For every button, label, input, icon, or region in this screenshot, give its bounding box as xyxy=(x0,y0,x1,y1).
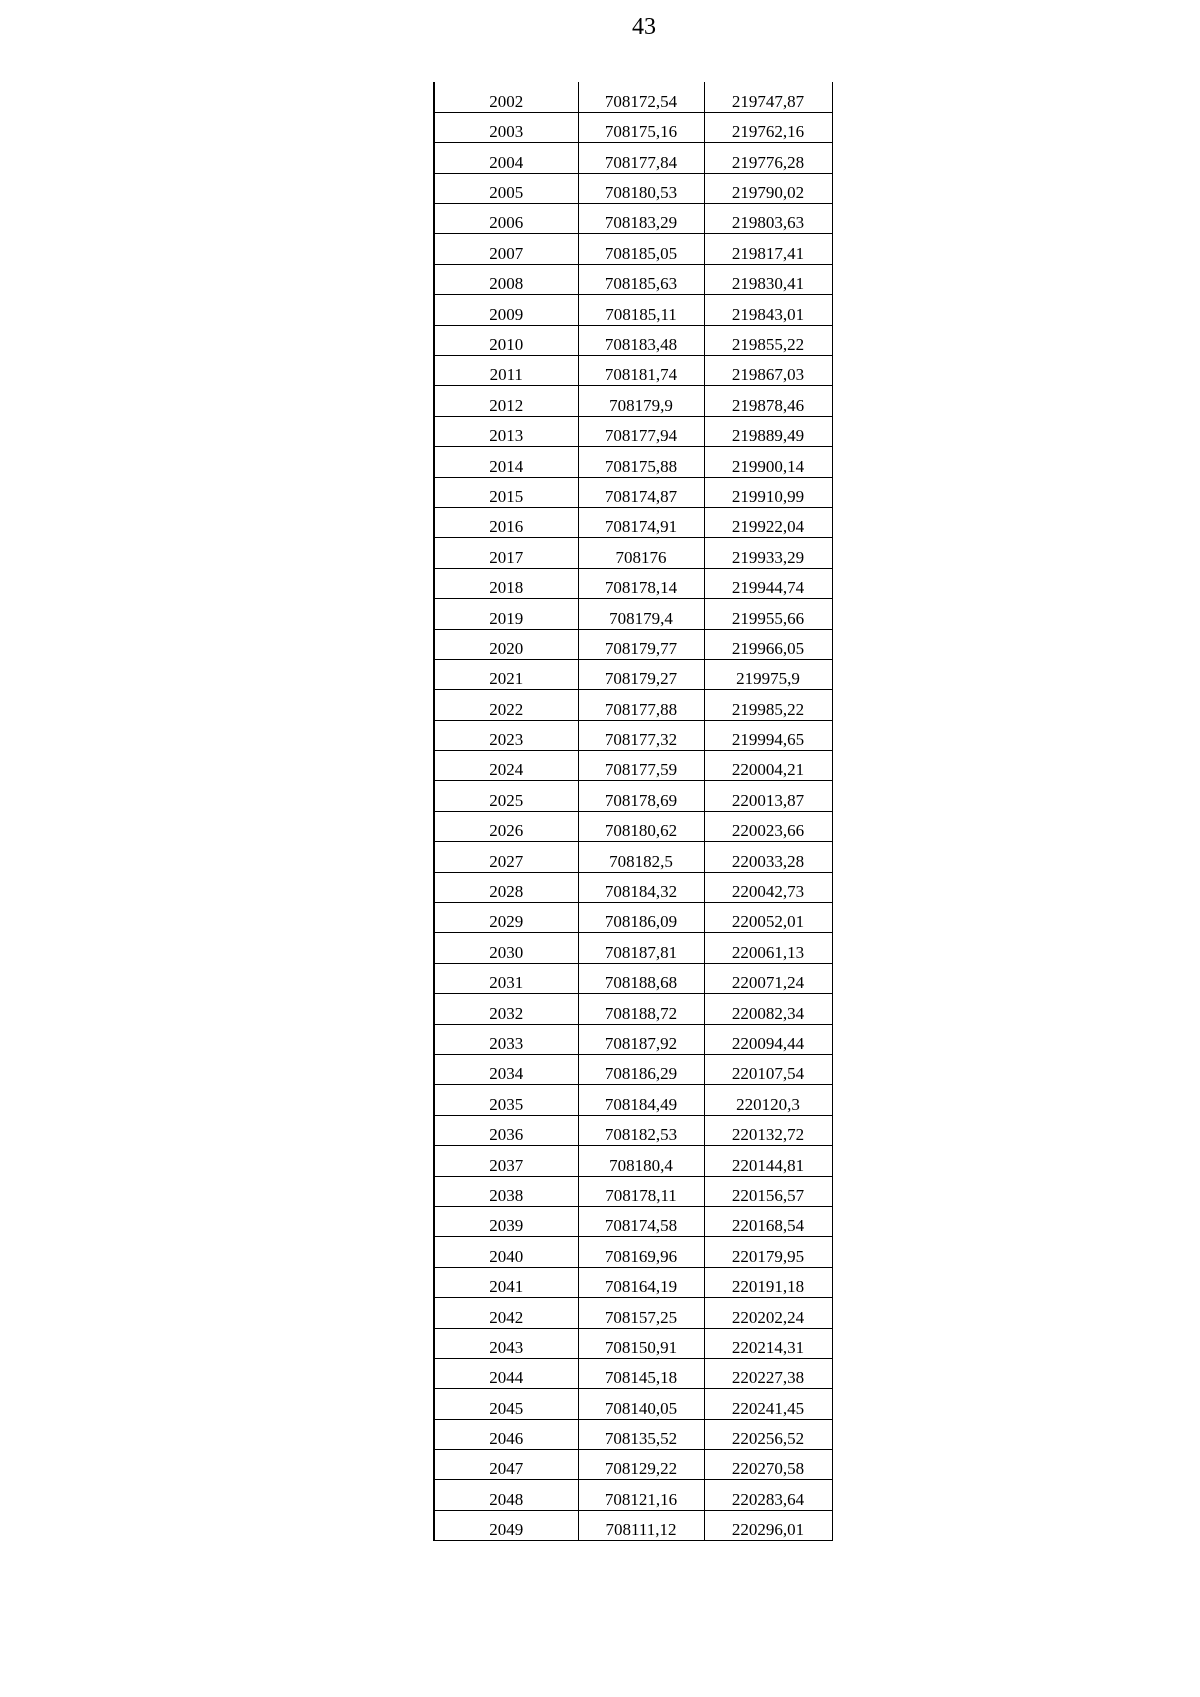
point-number-cell: 2024 xyxy=(434,751,578,781)
table-row xyxy=(434,1298,832,1328)
point-number-cell: 2008 xyxy=(434,264,578,294)
x-coordinate-cell: 708188,72 xyxy=(578,994,704,1024)
point-number-cell: 2004 xyxy=(434,143,578,173)
x-coordinate-cell: 708185,05 xyxy=(578,234,704,264)
x-coordinate-cell: 708184,32 xyxy=(578,872,704,902)
table-row xyxy=(434,751,832,781)
y-coordinate-cell: 219843,01 xyxy=(704,295,832,325)
point-number-cell: 2015 xyxy=(434,477,578,507)
x-coordinate-cell: 708145,18 xyxy=(578,1358,704,1388)
table-row xyxy=(434,143,832,173)
table-row xyxy=(434,963,832,993)
point-number-cell: 2006 xyxy=(434,204,578,234)
point-number-cell: 2021 xyxy=(434,659,578,689)
point-number-cell: 2035 xyxy=(434,1085,578,1115)
y-coordinate-cell: 220214,31 xyxy=(704,1328,832,1358)
y-coordinate-cell: 219975,9 xyxy=(704,659,832,689)
point-number-cell: 2007 xyxy=(434,234,578,264)
table-row xyxy=(434,204,832,234)
point-number-cell: 2026 xyxy=(434,811,578,841)
y-coordinate-cell: 219776,28 xyxy=(704,143,832,173)
table-row xyxy=(434,386,832,416)
point-number-cell: 2016 xyxy=(434,507,578,537)
y-coordinate-cell: 220013,87 xyxy=(704,781,832,811)
x-coordinate-cell: 708178,11 xyxy=(578,1176,704,1206)
x-coordinate-cell: 708177,84 xyxy=(578,143,704,173)
x-coordinate-cell: 708180,53 xyxy=(578,173,704,203)
table-row xyxy=(434,173,832,203)
y-coordinate-cell: 219994,65 xyxy=(704,720,832,750)
y-coordinate-cell: 220094,44 xyxy=(704,1024,832,1054)
y-coordinate-cell: 220241,45 xyxy=(704,1389,832,1419)
page-number: 43 xyxy=(632,14,656,40)
point-number-cell: 2033 xyxy=(434,1024,578,1054)
y-coordinate-cell: 219933,29 xyxy=(704,538,832,568)
y-coordinate-cell: 220082,34 xyxy=(704,994,832,1024)
point-number-cell: 2048 xyxy=(434,1480,578,1510)
x-coordinate-cell: 708181,74 xyxy=(578,356,704,386)
table-row xyxy=(434,416,832,446)
table-row xyxy=(434,1510,832,1540)
y-coordinate-cell: 219955,66 xyxy=(704,599,832,629)
point-number-cell: 2011 xyxy=(434,356,578,386)
x-coordinate-cell: 708185,11 xyxy=(578,295,704,325)
x-coordinate-cell: 708177,32 xyxy=(578,720,704,750)
table-row xyxy=(434,356,832,386)
x-coordinate-cell: 708121,16 xyxy=(578,1480,704,1510)
x-coordinate-cell: 708111,12 xyxy=(578,1510,704,1540)
point-number-cell: 2025 xyxy=(434,781,578,811)
point-number-cell: 2022 xyxy=(434,690,578,720)
table-row xyxy=(434,1176,832,1206)
y-coordinate-cell: 219867,03 xyxy=(704,356,832,386)
x-coordinate-cell: 708129,22 xyxy=(578,1450,704,1480)
point-number-cell: 2031 xyxy=(434,963,578,993)
coordinates-table xyxy=(433,82,833,1541)
point-number-cell: 2047 xyxy=(434,1450,578,1480)
point-number-cell: 2034 xyxy=(434,1055,578,1085)
x-coordinate-cell: 708178,14 xyxy=(578,568,704,598)
point-number-cell: 2043 xyxy=(434,1328,578,1358)
y-coordinate-cell: 220132,72 xyxy=(704,1115,832,1145)
table-row xyxy=(434,781,832,811)
table-row xyxy=(434,447,832,477)
x-coordinate-cell: 708150,91 xyxy=(578,1328,704,1358)
point-number-cell: 2030 xyxy=(434,933,578,963)
x-coordinate-cell: 708186,29 xyxy=(578,1055,704,1085)
point-number-cell: 2037 xyxy=(434,1146,578,1176)
table-row xyxy=(434,629,832,659)
x-coordinate-cell: 708157,25 xyxy=(578,1298,704,1328)
y-coordinate-cell: 220120,3 xyxy=(704,1085,832,1115)
table-row xyxy=(434,295,832,325)
y-coordinate-cell: 220052,01 xyxy=(704,903,832,933)
y-coordinate-cell: 220061,13 xyxy=(704,933,832,963)
y-coordinate-cell: 220179,95 xyxy=(704,1237,832,1267)
point-number-cell: 2020 xyxy=(434,629,578,659)
point-number-cell: 2023 xyxy=(434,720,578,750)
table-row xyxy=(434,1085,832,1115)
table-row xyxy=(434,720,832,750)
y-coordinate-cell: 220227,38 xyxy=(704,1358,832,1388)
coordinates-table-body xyxy=(434,82,832,1541)
table-row xyxy=(434,1450,832,1480)
y-coordinate-cell: 219747,87 xyxy=(704,82,832,112)
x-coordinate-cell: 708183,29 xyxy=(578,204,704,234)
point-number-cell: 2046 xyxy=(434,1419,578,1449)
y-coordinate-cell: 219944,74 xyxy=(704,568,832,598)
table-row xyxy=(434,477,832,507)
point-number-cell: 2039 xyxy=(434,1206,578,1236)
point-number-cell: 2010 xyxy=(434,325,578,355)
point-number-cell: 2019 xyxy=(434,599,578,629)
x-coordinate-cell: 708186,09 xyxy=(578,903,704,933)
y-coordinate-cell: 220191,18 xyxy=(704,1267,832,1297)
x-coordinate-cell: 708164,19 xyxy=(578,1267,704,1297)
x-coordinate-cell: 708177,88 xyxy=(578,690,704,720)
table-row xyxy=(434,599,832,629)
point-number-cell: 2036 xyxy=(434,1115,578,1145)
point-number-cell: 2045 xyxy=(434,1389,578,1419)
point-number-cell: 2029 xyxy=(434,903,578,933)
x-coordinate-cell: 708178,69 xyxy=(578,781,704,811)
point-number-cell: 2038 xyxy=(434,1176,578,1206)
point-number-cell: 2032 xyxy=(434,994,578,1024)
y-coordinate-cell: 220004,21 xyxy=(704,751,832,781)
x-coordinate-cell: 708174,91 xyxy=(578,507,704,537)
point-number-cell: 2014 xyxy=(434,447,578,477)
table-row xyxy=(434,872,832,902)
point-number-cell: 2012 xyxy=(434,386,578,416)
point-number-cell: 2013 xyxy=(434,416,578,446)
table-row xyxy=(434,264,832,294)
table-row xyxy=(434,1267,832,1297)
table-row xyxy=(434,82,832,112)
table-row xyxy=(434,842,832,872)
x-coordinate-cell: 708174,87 xyxy=(578,477,704,507)
point-number-cell: 2028 xyxy=(434,872,578,902)
x-coordinate-cell: 708187,92 xyxy=(578,1024,704,1054)
table-row xyxy=(434,659,832,689)
y-coordinate-cell: 220107,54 xyxy=(704,1055,832,1085)
y-coordinate-cell: 220270,58 xyxy=(704,1450,832,1480)
y-coordinate-cell: 219900,14 xyxy=(704,447,832,477)
point-number-cell: 2009 xyxy=(434,295,578,325)
point-number-cell: 2042 xyxy=(434,1298,578,1328)
x-coordinate-cell: 708176 xyxy=(578,538,704,568)
point-number-cell: 2041 xyxy=(434,1267,578,1297)
y-coordinate-cell: 219878,46 xyxy=(704,386,832,416)
table-row xyxy=(434,994,832,1024)
table-row xyxy=(434,1055,832,1085)
point-number-cell: 2027 xyxy=(434,842,578,872)
x-coordinate-cell: 708172,54 xyxy=(578,82,704,112)
table-row xyxy=(434,1480,832,1510)
x-coordinate-cell: 708183,48 xyxy=(578,325,704,355)
x-coordinate-cell: 708140,05 xyxy=(578,1389,704,1419)
x-coordinate-cell: 708180,4 xyxy=(578,1146,704,1176)
x-coordinate-cell: 708175,88 xyxy=(578,447,704,477)
y-coordinate-cell: 220071,24 xyxy=(704,963,832,993)
point-number-cell: 2044 xyxy=(434,1358,578,1388)
y-coordinate-cell: 219790,02 xyxy=(704,173,832,203)
y-coordinate-cell: 219985,22 xyxy=(704,690,832,720)
y-coordinate-cell: 219855,22 xyxy=(704,325,832,355)
y-coordinate-cell: 220144,81 xyxy=(704,1146,832,1176)
point-number-cell: 2049 xyxy=(434,1510,578,1540)
x-coordinate-cell: 708188,68 xyxy=(578,963,704,993)
y-coordinate-cell: 220202,24 xyxy=(704,1298,832,1328)
x-coordinate-cell: 708180,62 xyxy=(578,811,704,841)
table-row xyxy=(434,811,832,841)
x-coordinate-cell: 708187,81 xyxy=(578,933,704,963)
table-row xyxy=(434,933,832,963)
table-row xyxy=(434,1328,832,1358)
table-row xyxy=(434,1237,832,1267)
y-coordinate-cell: 219830,41 xyxy=(704,264,832,294)
x-coordinate-cell: 708179,77 xyxy=(578,629,704,659)
y-coordinate-cell: 220256,52 xyxy=(704,1419,832,1449)
x-coordinate-cell: 708177,59 xyxy=(578,751,704,781)
table-row xyxy=(434,1358,832,1388)
table-row xyxy=(434,1146,832,1176)
table-row xyxy=(434,1419,832,1449)
x-coordinate-cell: 708135,52 xyxy=(578,1419,704,1449)
table-row xyxy=(434,1115,832,1145)
point-number-cell: 2040 xyxy=(434,1237,578,1267)
table-row xyxy=(434,112,832,142)
point-number-cell: 2018 xyxy=(434,568,578,598)
x-coordinate-cell: 708182,53 xyxy=(578,1115,704,1145)
table-row xyxy=(434,325,832,355)
x-coordinate-cell: 708179,9 xyxy=(578,386,704,416)
y-coordinate-cell: 219910,99 xyxy=(704,477,832,507)
table-row xyxy=(434,234,832,264)
y-coordinate-cell: 220023,66 xyxy=(704,811,832,841)
x-coordinate-cell: 708169,96 xyxy=(578,1237,704,1267)
table-row xyxy=(434,903,832,933)
y-coordinate-cell: 219922,04 xyxy=(704,507,832,537)
y-coordinate-cell: 220283,64 xyxy=(704,1480,832,1510)
table-row xyxy=(434,1389,832,1419)
y-coordinate-cell: 220168,54 xyxy=(704,1206,832,1236)
y-coordinate-cell: 220042,73 xyxy=(704,872,832,902)
point-number-cell: 2002 xyxy=(434,82,578,112)
x-coordinate-cell: 708182,5 xyxy=(578,842,704,872)
table-row xyxy=(434,1024,832,1054)
x-coordinate-cell: 708179,27 xyxy=(578,659,704,689)
x-coordinate-cell: 708174,58 xyxy=(578,1206,704,1236)
table-row xyxy=(434,690,832,720)
y-coordinate-cell: 219762,16 xyxy=(704,112,832,142)
point-number-cell: 2003 xyxy=(434,112,578,142)
y-coordinate-cell: 219889,49 xyxy=(704,416,832,446)
y-coordinate-cell: 219966,05 xyxy=(704,629,832,659)
table-row xyxy=(434,507,832,537)
point-number-cell: 2005 xyxy=(434,173,578,203)
x-coordinate-cell: 708184,49 xyxy=(578,1085,704,1115)
x-coordinate-cell: 708185,63 xyxy=(578,264,704,294)
x-coordinate-cell: 708179,4 xyxy=(578,599,704,629)
table-row xyxy=(434,1206,832,1236)
x-coordinate-cell: 708175,16 xyxy=(578,112,704,142)
table-row xyxy=(434,568,832,598)
y-coordinate-cell: 219817,41 xyxy=(704,234,832,264)
y-coordinate-cell: 219803,63 xyxy=(704,204,832,234)
table-row xyxy=(434,538,832,568)
y-coordinate-cell: 220156,57 xyxy=(704,1176,832,1206)
y-coordinate-cell: 220033,28 xyxy=(704,842,832,872)
x-coordinate-cell: 708177,94 xyxy=(578,416,704,446)
y-coordinate-cell: 220296,01 xyxy=(704,1510,832,1540)
point-number-cell: 2017 xyxy=(434,538,578,568)
